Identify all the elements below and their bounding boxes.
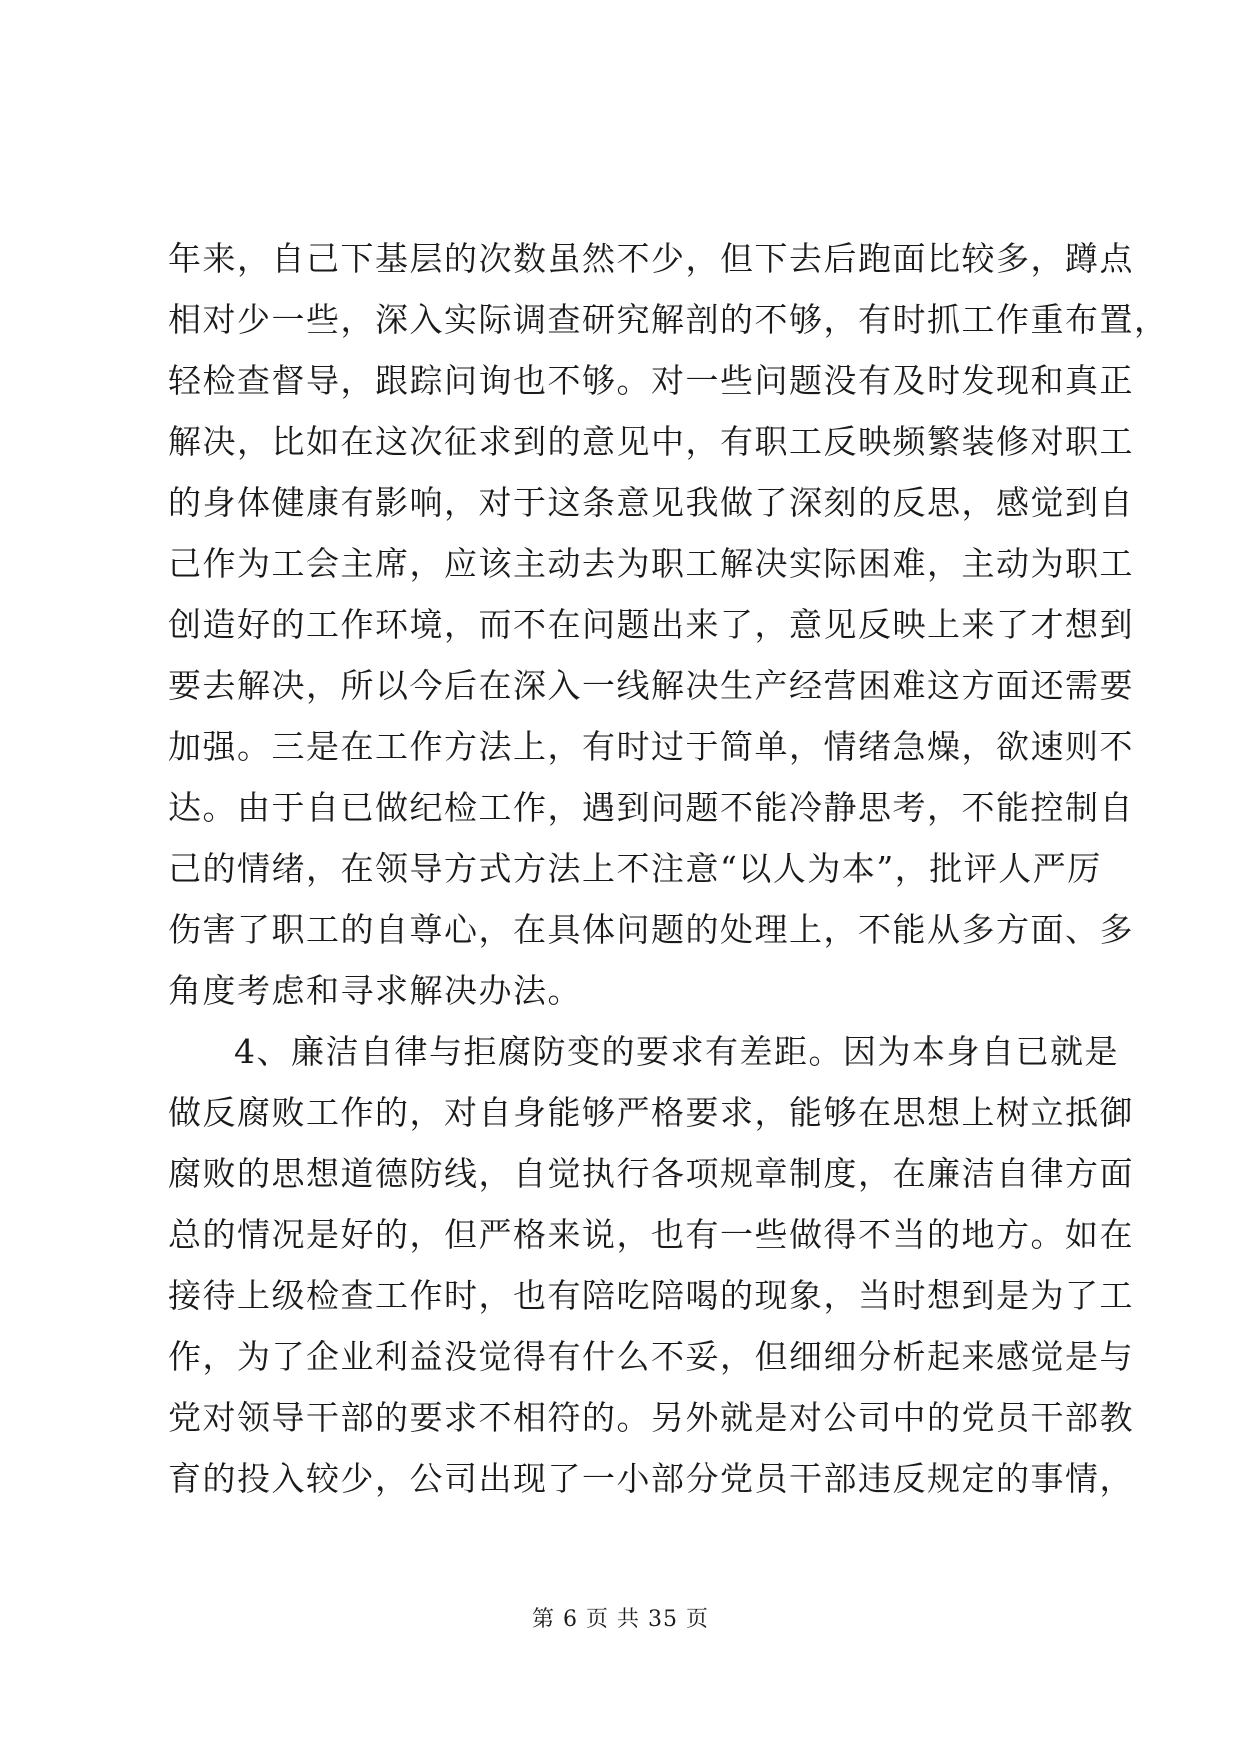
text-line: 角度考虑和寻求解决办法。 [168,971,582,1010]
page-number-footer: 第 6 页 共 35 页 [532,1607,709,1632]
text-line: 轻检查督导，跟踪问询也不够。对一些问题没有及时发现和真正 [168,361,1134,400]
text-line: 伤害了职工的自尊心，在具体问题的处理上，不能从多方面、多 [168,910,1134,949]
text-line: 接待上级检查工作时，也有陪吃陪喝的现象，当时想到是为了工 [168,1276,1134,1315]
document-body [168,228,1169,1509]
text-line: 创造好的工作环境，而不在问题出来了，意见反映上来了才想到 [168,605,1134,644]
text-line: 腐败的思想道德防线，自觉执行各项规章制度，在廉洁自律方面 [168,1154,1134,1193]
text-line: 己的情绪，在领导方式方法上不注意“以人为本”，批评人严厉 [168,849,1102,888]
text-line: 党对领导干部的要求不相符的。另外就是对公司中的党员干部教 [168,1398,1134,1437]
text-line: 达。由于自已做纪检工作，遇到问题不能冷静思考，不能控制自 [168,788,1134,827]
text-line: 解决，比如在这次征求到的意见中，有职工反映频繁装修对职工 [168,422,1134,461]
text-line: 总的情况是好的，但严格来说，也有一些做得不当的地方。如在 [168,1215,1134,1254]
text-line: 年来，自己下基层的次数虽然不少，但下去后跑面比较多，蹲点 [168,239,1134,278]
text-line: 做反腐败工作的，对自身能够严格要求，能够在思想上树立抵御 [168,1093,1134,1132]
text-line: 作，为了企业利益没觉得有什么不妥，但细细分析起来感觉是与 [168,1337,1134,1376]
text-line: 要去解决，所以今后在深入一线解决生产经营困难这方面还需要 [168,666,1134,705]
text-line: 相对少一些，深入实际调查研究解剖的不够，有时抓工作重布置， [168,300,1169,339]
text-line: 的身体健康有影响，对于这条意见我做了深刻的反思，感觉到自 [168,483,1134,522]
text-line: 加强。三是在工作方法上，有时过于简单，情绪急燥，欲速则不 [168,727,1134,766]
text-line: 育的投入较少，公司出现了一小部分党员干部违反规定的事情， [168,1459,1134,1498]
paragraph-first-line: 4、廉洁自律与拒腐防变的要求有差距。因为本身自已就是 [234,1032,1119,1071]
text-line: 己作为工会主席，应该主动去为职工解决实际困难，主动为职工 [168,544,1134,583]
